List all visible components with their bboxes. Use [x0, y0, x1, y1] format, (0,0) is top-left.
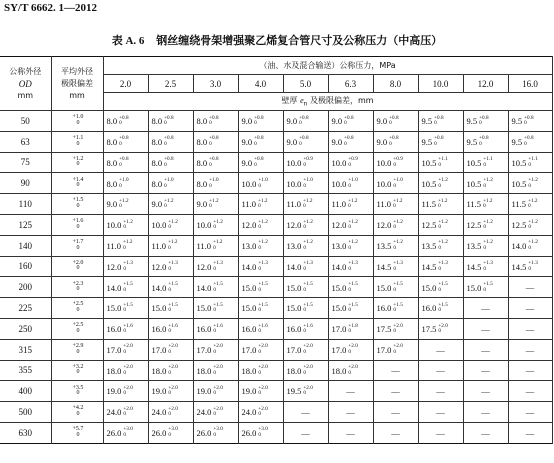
- wall-thickness-cell: 15.0 +1.5 0: [238, 298, 283, 319]
- wall-thickness-cell: 11.0 +1.2 0: [328, 194, 373, 215]
- wall-thickness-cell: 10.0 +1.0 0: [373, 173, 418, 194]
- wall-thickness-cell: 11.5 +1.2 0: [418, 194, 463, 215]
- od-tolerance-cell: +4.2 0: [51, 402, 103, 423]
- wall-thickness-cell: 12.0 +1.3 0: [193, 256, 238, 277]
- pressure-6.3: 6.3: [328, 75, 373, 93]
- wall-thickness-cell: 9.0 +1.2 0: [193, 194, 238, 215]
- od-tolerance-cell: +5.7 0: [51, 422, 103, 443]
- empty-cell: —: [418, 402, 463, 423]
- pressure-2.5: 2.5: [148, 75, 193, 93]
- wall-thickness-cell: 15.0 +1.5 0: [463, 277, 508, 298]
- wall-thickness-cell: 9.5 +0.8 0: [463, 111, 508, 132]
- empty-cell: —: [508, 381, 552, 402]
- wall-thickness-cell: 12.0 +1.2 0: [238, 214, 283, 235]
- od-tolerance-cell: +1.1 0: [51, 131, 103, 152]
- wall-thickness-cell: 10.5 +1.2 0: [463, 173, 508, 194]
- table-row: [0, 131, 552, 152]
- table-row: [0, 402, 552, 423]
- wall-thickness-cell: 16.0 +1.6 0: [238, 318, 283, 339]
- wall-thickness-cell: 12.5 +1.2 0: [463, 214, 508, 235]
- wall-thickness-cell: 10.0 +1.0 0: [238, 173, 283, 194]
- wall-thickness-cell: 15.0 +1.5 0: [193, 298, 238, 319]
- wall-thickness-cell: 9.0 +0.8 0: [238, 111, 283, 132]
- wall-thickness-cell: 10.5 +1.2 0: [508, 173, 552, 194]
- wall-thickness-cell: 18.0 +2.0 0: [283, 360, 328, 381]
- wall-thickness-cell: 18.0 +2.0 0: [103, 360, 148, 381]
- wall-thickness-cell: 13.0 +1.2 0: [238, 235, 283, 256]
- table-caption: [0, 32, 554, 48]
- wall-thickness-cell: 14.5 +1.3 0: [373, 256, 418, 277]
- nominal-od-cell: 225: [0, 298, 51, 319]
- wall-thickness-cell: 10.0 +0.9 0: [373, 152, 418, 173]
- empty-cell: —: [463, 318, 508, 339]
- nominal-od-cell: 355: [0, 360, 51, 381]
- table-row: [0, 277, 552, 298]
- table-row: [0, 194, 552, 215]
- nominal-od-cell: 140: [0, 235, 51, 256]
- empty-cell: —: [508, 360, 552, 381]
- wall-thickness-cell: 17.0 +2.0 0: [373, 339, 418, 360]
- table-row: [0, 214, 552, 235]
- wall-thickness-cell: 14.5 +1.3 0: [508, 256, 552, 277]
- wall-thickness-cell: 19.0 +2.0 0: [193, 381, 238, 402]
- wall-thickness-cell: 15.0 +1.5 0: [283, 298, 328, 319]
- empty-cell: —: [463, 339, 508, 360]
- empty-cell: —: [463, 381, 508, 402]
- od-tolerance-cell: +3.2 0: [51, 360, 103, 381]
- wall-thickness-cell: 9.0 +1.2 0: [103, 194, 148, 215]
- wall-thickness-cell: 17.0 +2.0 0: [103, 339, 148, 360]
- wall-thickness-cell: 8.0 +1.0 0: [193, 173, 238, 194]
- wall-thickness-cell: 9.5 +0.8 0: [418, 111, 463, 132]
- empty-cell: —: [418, 360, 463, 381]
- wall-thickness-cell: 10.0 +1.2 0: [103, 214, 148, 235]
- wall-thickness-cell: 11.0 +1.2 0: [238, 194, 283, 215]
- wall-thickness-cell: 16.0 +1.5 0: [373, 298, 418, 319]
- wall-thickness-cell: 10.5 +1.1 0: [508, 152, 552, 173]
- pressure-10.0: 10.0: [418, 75, 463, 93]
- wall-thickness-cell: 18.0 +2.0 0: [193, 360, 238, 381]
- wall-thickness-cell: 14.5 +1.3 0: [418, 256, 463, 277]
- empty-cell: —: [328, 402, 373, 423]
- table-title: 钢丝缠绕骨架增强聚乙烯复合管尺寸及公称压力（中高压）: [156, 34, 443, 47]
- wall-thickness-cell: 8.0 +0.8 0: [193, 152, 238, 173]
- empty-cell: —: [328, 381, 373, 402]
- wall-thickness-cell: 9.0 +0.8 0: [328, 131, 373, 152]
- wall-thickness-cell: 11.0 +1.2 0: [283, 194, 328, 215]
- wall-thickness-cell: 16.0 +1.6 0: [103, 318, 148, 339]
- wall-thickness-cell: 9.5 +0.8 0: [463, 131, 508, 152]
- wall-thickness-cell: 9.5 +0.8 0: [508, 111, 552, 132]
- table-row: [0, 111, 552, 132]
- empty-cell: —: [283, 402, 328, 423]
- empty-cell: —: [328, 422, 373, 443]
- wall-thickness-cell: 17.0 +2.0 0: [328, 339, 373, 360]
- wall-thickness-cell: 14.0 +1.3 0: [328, 256, 373, 277]
- empty-cell: —: [508, 318, 552, 339]
- od-tolerance-cell: +1.5 0: [51, 194, 103, 215]
- wall-thickness-cell: 10.0 +1.2 0: [148, 214, 193, 235]
- empty-cell: —: [508, 402, 552, 423]
- wall-thickness-cell: 15.0 +1.5 0: [373, 277, 418, 298]
- wall-thickness-cell: 11.0 +1.2 0: [373, 194, 418, 215]
- empty-cell: —: [373, 422, 418, 443]
- wall-thickness-cell: 24.0 +2.0 0: [103, 402, 148, 423]
- wall-thickness-cell: 15.0 +1.5 0: [148, 298, 193, 319]
- wall-thickness-cell: 16.0 +1.6 0: [283, 318, 328, 339]
- wall-thickness-cell: 19.0 +2.0 0: [238, 381, 283, 402]
- wall-thickness-cell: 12.0 +1.2 0: [373, 214, 418, 235]
- wall-thickness-cell: 10.0 +1.2 0: [193, 214, 238, 235]
- nominal-od-cell: 630: [0, 422, 51, 443]
- nominal-od-cell: 63: [0, 131, 51, 152]
- wall-thickness-cell: 19.0 +2.0 0: [103, 381, 148, 402]
- od-tolerance-cell: +1.7 0: [51, 235, 103, 256]
- wall-thickness-cell: 8.0 +0.8 0: [193, 111, 238, 132]
- wall-thickness-cell: 17.5 +2.0 0: [418, 318, 463, 339]
- table-row: [0, 152, 552, 173]
- table-number: 表 A. 6: [111, 35, 145, 47]
- table-row: [0, 256, 552, 277]
- wall-thickness-cell: 14.0 +1.3 0: [238, 256, 283, 277]
- wall-thickness-cell: 9.0 +0.8 0: [283, 111, 328, 132]
- wall-thickness-cell: 10.5 +1.1 0: [463, 152, 508, 173]
- wall-thickness-cell: 26.0 +3.0 0: [103, 422, 148, 443]
- pressure-4.0: 4.0: [238, 75, 283, 93]
- wall-thickness-cell: 10.5 +1.1 0: [418, 152, 463, 173]
- od-tolerance-cell: +2.0 0: [51, 256, 103, 277]
- pressure-16.0: 16.0: [508, 75, 552, 93]
- wall-thickness-cell: 8.0 +0.8 0: [193, 131, 238, 152]
- wall-thickness-cell: 9.0 +1.2 0: [148, 194, 193, 215]
- empty-cell: —: [463, 422, 508, 443]
- wall-thickness-cell: 13.5 +1.2 0: [463, 235, 508, 256]
- wall-thickness-cell: 10.0 +0.9 0: [283, 152, 328, 173]
- nominal-od-cell: 110: [0, 194, 51, 215]
- empty-cell: —: [463, 360, 508, 381]
- wall-thickness-cell: 18.0 +2.0 0: [238, 360, 283, 381]
- wall-thickness-cell: 13.0 +1.2 0: [328, 235, 373, 256]
- wall-thickness-cell: 9.0 +0.8 0: [373, 111, 418, 132]
- wall-thickness-cell: 8.0 +0.8 0: [148, 131, 193, 152]
- wall-thickness-cell: 8.0 +0.8 0: [103, 131, 148, 152]
- wall-thickness-cell: 19.5 +2.0 0: [283, 381, 328, 402]
- header-od: 公称外径 OD mm: [0, 57, 51, 111]
- od-tolerance-cell: +1.6 0: [51, 214, 103, 235]
- wall-thickness-cell: 15.0 +1.5 0: [328, 277, 373, 298]
- table-row: [0, 339, 552, 360]
- wall-thickness-cell: 14.0 +1.5 0: [148, 277, 193, 298]
- od-tolerance-cell: +3.5 0: [51, 381, 103, 402]
- empty-cell: —: [463, 298, 508, 319]
- wall-thickness-cell: 12.5 +1.2 0: [418, 214, 463, 235]
- table-row: [0, 360, 552, 381]
- table-row: [0, 173, 552, 194]
- wall-thickness-cell: 16.0 +1.6 0: [148, 318, 193, 339]
- wall-thickness-cell: 10.0 +1.0 0: [328, 173, 373, 194]
- wall-thickness-cell: 19.0 +2.0 0: [148, 381, 193, 402]
- wall-thickness-cell: 13.5 +1.2 0: [373, 235, 418, 256]
- wall-thickness-cell: 17.5 +2.0 0: [373, 318, 418, 339]
- table-row: [0, 422, 552, 443]
- empty-cell: —: [418, 381, 463, 402]
- wall-thickness-cell: 9.0 +0.8 0: [238, 131, 283, 152]
- wall-thickness-cell: 9.0 +0.8 0: [283, 131, 328, 152]
- empty-cell: —: [373, 402, 418, 423]
- wall-thickness-cell: 16.0 +1.6 0: [193, 318, 238, 339]
- wall-thickness-cell: 26.0 +3.0 0: [238, 422, 283, 443]
- table-row: [0, 298, 552, 319]
- wall-thickness-cell: 14.0 +1.3 0: [283, 256, 328, 277]
- wall-thickness-cell: 10.0 +1.0 0: [283, 173, 328, 194]
- wall-thickness-cell: 12.5 +1.2 0: [508, 214, 552, 235]
- empty-cell: —: [418, 339, 463, 360]
- wall-thickness-cell: 15.0 +1.5 0: [238, 277, 283, 298]
- header-pressure-title: （油、水及混合输送）公称压力，MPa: [103, 57, 552, 75]
- od-tolerance-cell: +1.4 0: [51, 173, 103, 194]
- od-tolerance-cell: +2.5 0: [51, 318, 103, 339]
- nominal-od-cell: 400: [0, 381, 51, 402]
- nominal-od-cell: 90: [0, 173, 51, 194]
- wall-thickness-cell: 10.5 +1.2 0: [418, 173, 463, 194]
- wall-thickness-cell: 8.0 +0.8 0: [148, 152, 193, 173]
- wall-thickness-cell: 11.5 +1.2 0: [463, 194, 508, 215]
- wall-thickness-cell: 8.0 +1.0 0: [148, 173, 193, 194]
- wall-thickness-cell: 17.0 +2.0 0: [238, 339, 283, 360]
- wall-thickness-cell: 8.0 +0.8 0: [148, 111, 193, 132]
- nominal-od-cell: 125: [0, 214, 51, 235]
- wall-thickness-cell: 26.0 +3.0 0: [193, 422, 238, 443]
- wall-thickness-cell: 15.0 +1.5 0: [328, 298, 373, 319]
- wall-thickness-cell: 14.0 +1.5 0: [193, 277, 238, 298]
- empty-cell: —: [373, 360, 418, 381]
- pressure-12.0: 12.0: [463, 75, 508, 93]
- nominal-od-cell: 315: [0, 339, 51, 360]
- nominal-od-cell: 200: [0, 277, 51, 298]
- header-wall-thickness: 壁厚 $e_n$ 及极限偏差，mm: [103, 93, 552, 111]
- wall-thickness-cell: 11.5 +1.2 0: [508, 194, 552, 215]
- table-row: [0, 381, 552, 402]
- pressure-8.0: 8.0: [373, 75, 418, 93]
- wall-thickness-cell: 16.0 +1.5 0: [418, 298, 463, 319]
- pressure-2.0: 2.0: [103, 75, 148, 93]
- wall-thickness-cell: 15.0 +1.5 0: [418, 277, 463, 298]
- wall-thickness-cell: 10.0 +0.9 0: [328, 152, 373, 173]
- empty-cell: —: [283, 422, 328, 443]
- empty-cell: —: [508, 298, 552, 319]
- empty-cell: —: [373, 381, 418, 402]
- table-row: [0, 235, 552, 256]
- wall-thickness-cell: 14.0 +1.5 0: [103, 277, 148, 298]
- pipe-dimension-table: [0, 56, 553, 444]
- wall-thickness-cell: 11.0 +1.2 0: [193, 235, 238, 256]
- wall-thickness-cell: 17.0 +2.0 0: [283, 339, 328, 360]
- wall-thickness-cell: 18.0 +2.0 0: [148, 360, 193, 381]
- wall-thickness-cell: 15.0 +1.5 0: [103, 298, 148, 319]
- wall-thickness-cell: 12.0 +1.2 0: [328, 214, 373, 235]
- wall-thickness-cell: 15.0 +1.5 0: [283, 277, 328, 298]
- nominal-od-cell: 500: [0, 402, 51, 423]
- table-body: [0, 111, 552, 444]
- wall-thickness-cell: 24.0 +2.0 0: [148, 402, 193, 423]
- pressure-3.0: 3.0: [193, 75, 238, 93]
- wall-thickness-cell: 9.0 +0.8 0: [373, 131, 418, 152]
- wall-thickness-cell: 9.5 +0.8 0: [508, 131, 552, 152]
- nominal-od-cell: 75: [0, 152, 51, 173]
- table-row: [0, 318, 552, 339]
- nominal-od-cell: 160: [0, 256, 51, 277]
- wall-thickness-cell: 11.0 +1.2 0: [148, 235, 193, 256]
- wall-thickness-cell: 14.5 +1.3 0: [463, 256, 508, 277]
- od-tolerance-cell: +2.9 0: [51, 339, 103, 360]
- empty-cell: —: [508, 422, 552, 443]
- wall-thickness-cell: 9.5 +0.8 0: [418, 131, 463, 152]
- wall-thickness-cell: 26.0 +3.0 0: [148, 422, 193, 443]
- wall-thickness-cell: 12.0 +1.2 0: [283, 214, 328, 235]
- wall-thickness-cell: 8.0 +0.8 0: [103, 152, 148, 173]
- empty-cell: —: [418, 422, 463, 443]
- od-tolerance-cell: +2.5 0: [51, 298, 103, 319]
- od-tolerance-cell: +1.2 0: [51, 152, 103, 173]
- wall-thickness-cell: 24.0 +2.0 0: [193, 402, 238, 423]
- wall-thickness-cell: 17.0 +1.8 0: [328, 318, 373, 339]
- wall-thickness-cell: 9.0 +0.8 0: [328, 111, 373, 132]
- empty-cell: —: [508, 277, 552, 298]
- empty-cell: —: [508, 339, 552, 360]
- wall-thickness-cell: 11.0 +1.2 0: [103, 235, 148, 256]
- nominal-od-cell: 50: [0, 111, 51, 132]
- wall-thickness-cell: 8.0 +1.0 0: [103, 173, 148, 194]
- od-tolerance-cell: +1.0 0: [51, 111, 103, 132]
- wall-thickness-cell: 12.0 +1.3 0: [148, 256, 193, 277]
- wall-thickness-cell: 9.0 +0.8 0: [238, 152, 283, 173]
- wall-thickness-cell: 12.0 +1.3 0: [103, 256, 148, 277]
- wall-thickness-cell: 24.0 +2.0 0: [238, 402, 283, 423]
- wall-thickness-cell: 17.0 +2.0 0: [148, 339, 193, 360]
- wall-thickness-cell: 13.5 +1.2 0: [418, 235, 463, 256]
- wall-thickness-cell: 17.0 +2.0 0: [193, 339, 238, 360]
- wall-thickness-cell: 8.0 +0.8 0: [103, 111, 148, 132]
- empty-cell: —: [463, 402, 508, 423]
- wall-thickness-cell: 14.0 +1.2 0: [508, 235, 552, 256]
- header-mean-od-tolerance: 平均外径 极限偏差 mm: [51, 57, 103, 111]
- wall-thickness-cell: 13.0 +1.2 0: [283, 235, 328, 256]
- nominal-od-cell: 250: [0, 318, 51, 339]
- wall-thickness-cell: 18.0 +2.0 0: [328, 360, 373, 381]
- od-tolerance-cell: +2.3 0: [51, 277, 103, 298]
- standard-number: SY/T 6662. 1—2012: [4, 2, 98, 14]
- pressure-5.0: 5.0: [283, 75, 328, 93]
